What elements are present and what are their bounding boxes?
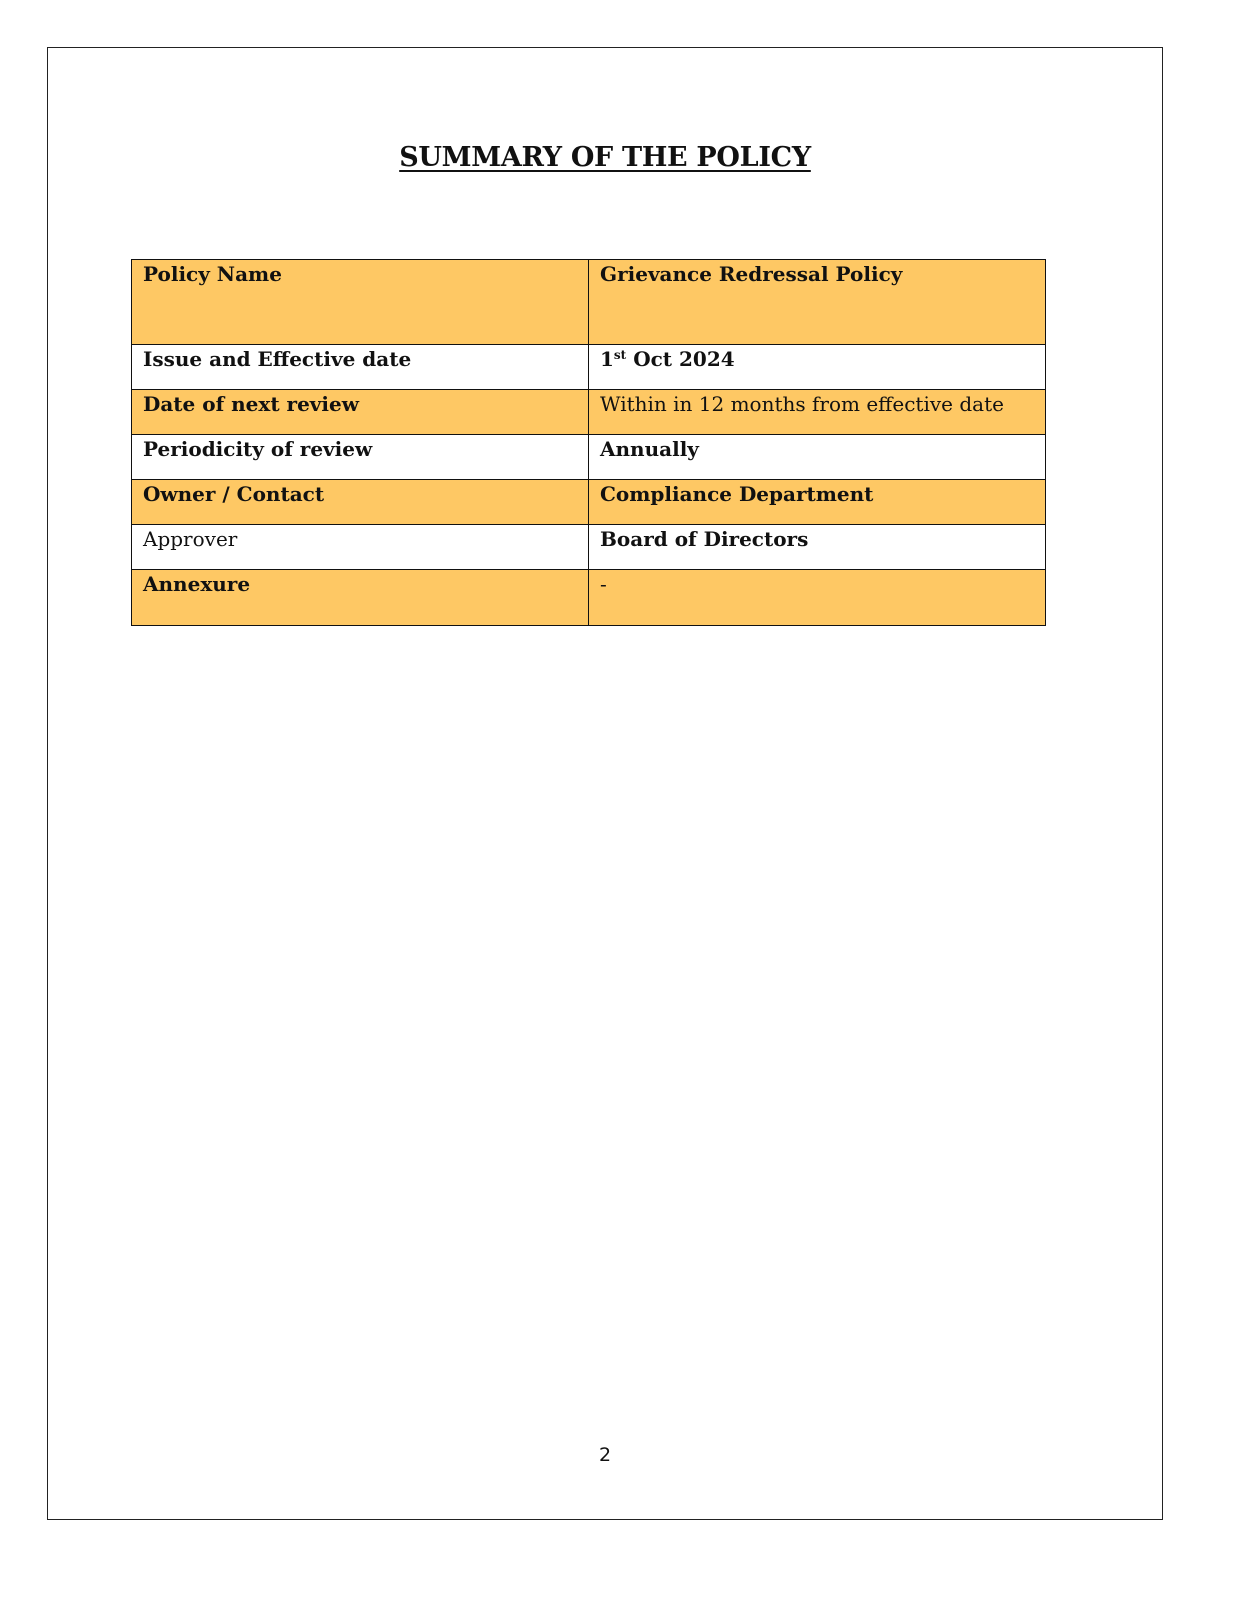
row-value: Compliance Department (589, 480, 1046, 525)
table-row (132, 525, 1046, 570)
row-value (589, 345, 1046, 390)
table-row (132, 390, 1046, 435)
table-row (132, 570, 1046, 626)
row-value: - (589, 570, 1046, 626)
date-day: 1 (600, 347, 614, 371)
page-number: 2 (598, 1444, 612, 1466)
policy-summary-table (131, 259, 1046, 626)
row-label: Periodicity of review (132, 435, 589, 480)
row-value: Within in 12 months from effective date (589, 390, 1046, 435)
page-title: SUMMARY OF THE POLICY (399, 142, 811, 173)
table-row (132, 345, 1046, 390)
row-label: Date of next review (132, 390, 589, 435)
row-label: Policy Name (132, 260, 589, 345)
row-value: Grievance Redressal Policy (589, 260, 1046, 345)
row-value: Annually (589, 435, 1046, 480)
table-row (132, 260, 1046, 345)
date-ordinal: st (613, 348, 627, 362)
row-label: Owner / Contact (132, 480, 589, 525)
row-label: Issue and Effective date (132, 345, 589, 390)
row-label: Approver (132, 525, 589, 570)
table-row (132, 435, 1046, 480)
row-label: Annexure (132, 570, 589, 626)
table-row (132, 480, 1046, 525)
date-rest: Oct 2024 (626, 347, 735, 371)
row-value: Board of Directors (589, 525, 1046, 570)
